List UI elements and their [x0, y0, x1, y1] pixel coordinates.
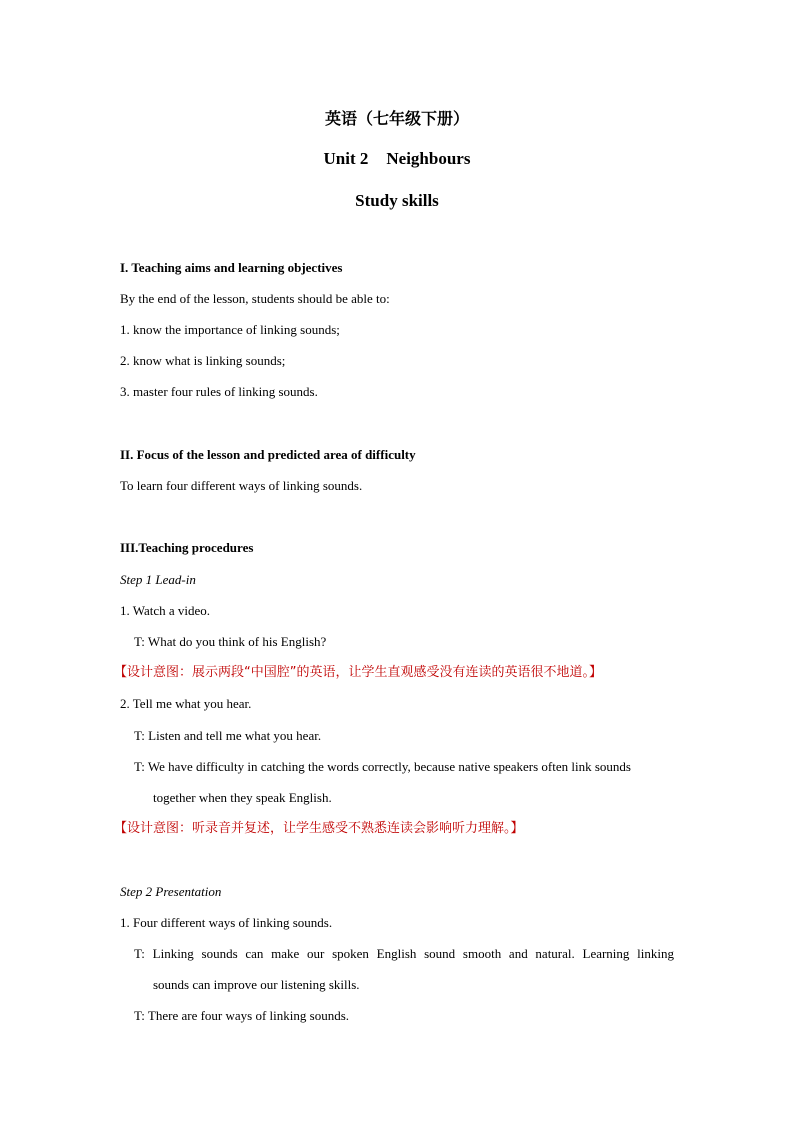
- section2-text: To learn four different ways of linking sounds.: [120, 478, 363, 493]
- step1-item-2-teacher-2: T: We have difficulty in catching the words correctly, because native speakers often link sounds: [134, 759, 631, 774]
- step1-title: Step 1 Lead-in: [120, 572, 196, 587]
- step2-item-1: 1. Four different ways of linking sounds.: [120, 915, 333, 930]
- section1-intro: By the end of the lesson, students should be able to:: [120, 291, 390, 306]
- step1-item-2: 2. Tell me what you hear.: [120, 696, 252, 711]
- unit-name: Neighbours: [386, 149, 471, 168]
- section1-item-3: 3. master four rules of linking sounds.: [120, 384, 318, 399]
- step1-item-2-teacher-1: T: Listen and tell me what you hear.: [134, 728, 322, 743]
- step2-item-1-teacher-1-cont: sounds can improve our listening skills.: [153, 977, 360, 992]
- section3-heading: III.Teaching procedures: [120, 540, 254, 555]
- unit-title: [0, 149, 794, 169]
- subject-title: 英语（七年级下册）: [324, 109, 469, 128]
- section1-item-2: 2. know what is linking sounds;: [120, 353, 286, 368]
- step1-item-1: 1. Watch a video.: [120, 603, 211, 618]
- design-intent-1: 【设计意图：展示两段“中国腔”的英语，让学生直观感受没有连读的英语很不地道。】: [114, 665, 602, 680]
- step2-title: Step 2 Presentation: [120, 884, 222, 899]
- section1-heading: I. Teaching aims and learning objectives: [120, 260, 343, 275]
- design-intent-2: 【设计意图：听录音并复述，让学生感受不熟悉连读会影响听力理解。】: [114, 821, 524, 836]
- section1-item-1: 1. know the importance of linking sounds;: [120, 322, 340, 337]
- step2-item-1-teacher-1: T: Linking sounds can make our spoken English sound smooth and natural. Learning linking: [134, 946, 674, 961]
- section2-heading: II. Focus of the lesson and predicted area of difficulty: [120, 447, 416, 462]
- step1-item-1-teacher: T: What do you think of his English?: [134, 634, 327, 649]
- step2-item-1-teacher-2: T: There are four ways of linking sounds.: [134, 1008, 350, 1023]
- lesson-title: Study skills: [355, 191, 439, 210]
- step1-item-2-teacher-2-cont: together when they speak English.: [153, 790, 332, 805]
- unit-label: Unit 2: [323, 149, 369, 168]
